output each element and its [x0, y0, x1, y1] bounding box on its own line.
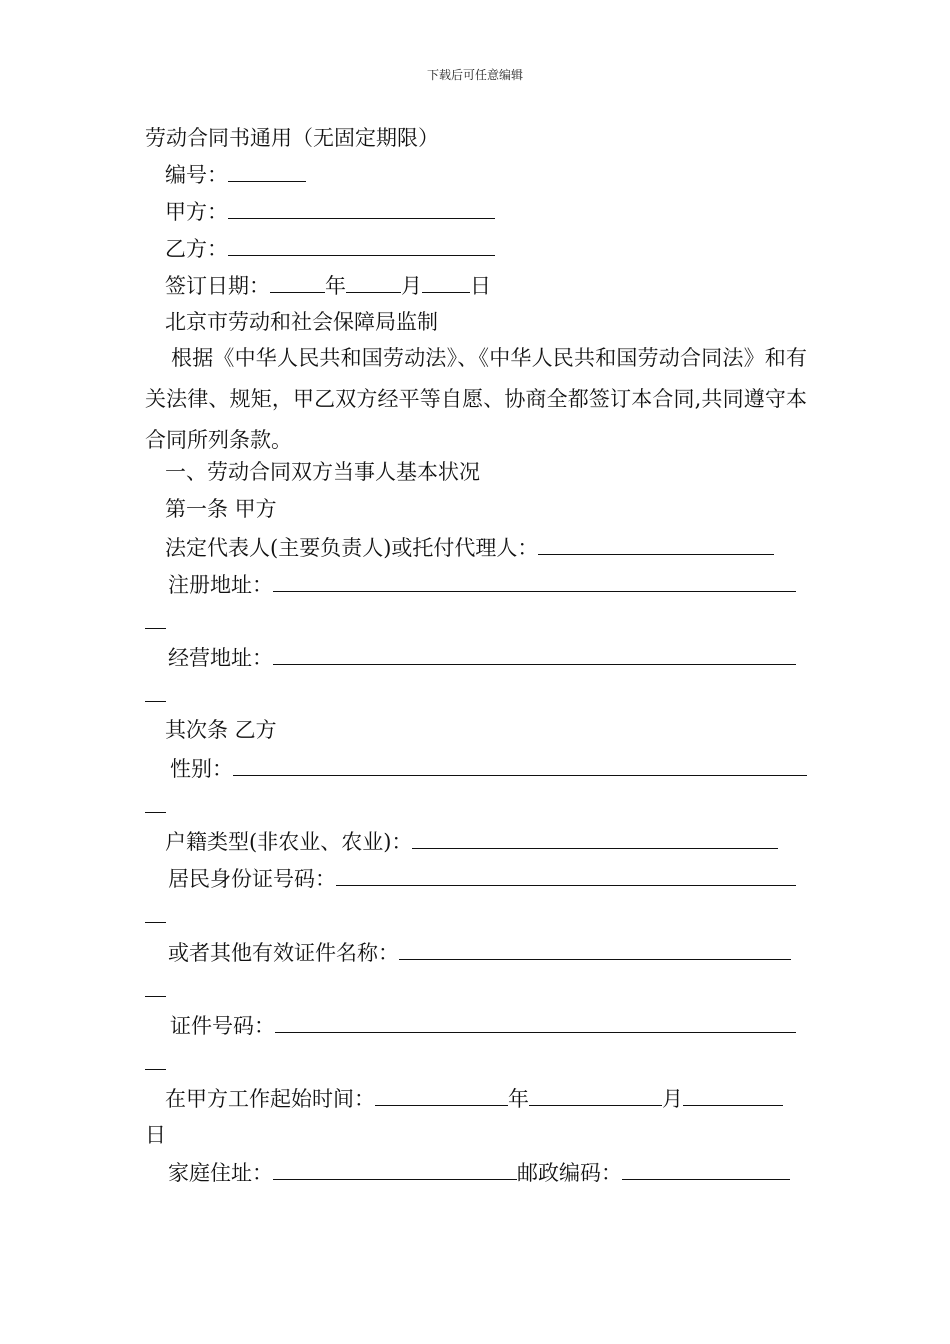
- legal-rep-label: 法定代表人(主要负责人)或托付代理人：: [165, 536, 539, 560]
- cert-number-row: [170, 1012, 796, 1038]
- cert-number-field[interactable]: [275, 1012, 796, 1033]
- other-id-label: 或者其他有效证件名称：: [168, 941, 399, 965]
- other-id-field[interactable]: [399, 939, 791, 960]
- party-b-label: 乙方：: [165, 237, 228, 261]
- gender-label: 性别：: [170, 757, 233, 781]
- start-month-label: 月: [662, 1087, 683, 1111]
- home-address-field[interactable]: [273, 1159, 517, 1180]
- party-a-field[interactable]: [228, 198, 495, 219]
- id-number-field-cont: [145, 902, 166, 928]
- biz-address-field-cont: [145, 681, 166, 707]
- reg-address-row: [168, 571, 796, 597]
- article-2-heading: 其次条 乙方: [165, 718, 277, 742]
- gender-field-cont: [145, 792, 166, 818]
- hukou-field[interactable]: [412, 828, 778, 849]
- document-title: 劳动合同书通用（无固定期限）: [145, 126, 439, 150]
- home-address-row: [168, 1159, 790, 1185]
- start-month-field[interactable]: [529, 1085, 662, 1106]
- hukou-label: 户籍类型(非农业、农业)：: [165, 830, 413, 854]
- reg-address-field[interactable]: [273, 571, 796, 592]
- sign-date-row: [165, 272, 491, 298]
- header-note: 下载后可任意编辑: [426, 68, 523, 82]
- party-a-label: 甲方：: [165, 200, 228, 224]
- start-year-field[interactable]: [375, 1085, 508, 1106]
- year-label: 年: [325, 274, 346, 298]
- day-label: 日: [470, 274, 491, 298]
- cert-number-field-cont: [145, 1049, 166, 1075]
- biz-address-label: 经营地址：: [168, 646, 273, 670]
- party-b-field[interactable]: [228, 235, 495, 256]
- party-b-row: [165, 235, 495, 261]
- month-label: 月: [401, 274, 422, 298]
- id-number-label: 居民身份证号码：: [168, 867, 336, 891]
- sign-date-label: 签订日期：: [165, 274, 270, 298]
- legal-rep-row: [165, 534, 774, 560]
- preamble-paragraph: 根据《中华人民共和国劳动法》、《中华人民共和国劳动合同法》和有关法律、规矩，甲乙双方经平等自愿、协商全都签订本合同,共同遵守本合同所列条款。: [145, 346, 807, 452]
- id-number-row: [168, 865, 796, 891]
- id-number-field[interactable]: [336, 865, 796, 886]
- gender-field[interactable]: [233, 755, 807, 776]
- biz-address-row: [168, 644, 796, 670]
- start-time-row: [165, 1085, 783, 1111]
- hukou-row: [165, 828, 778, 854]
- supervisor-line: 北京市劳动和社会保障局监制: [165, 310, 438, 334]
- article-1-heading: 第一条 甲方: [165, 497, 277, 521]
- contract-number-row: [165, 161, 306, 187]
- biz-address-field[interactable]: [273, 644, 796, 665]
- reg-address-field-cont: [145, 608, 166, 634]
- start-time-label: 在甲方工作起始时间：: [165, 1087, 375, 1111]
- gender-row: [170, 755, 807, 781]
- other-id-field-cont: [145, 976, 166, 1002]
- postal-code-label: 邮政编码：: [517, 1161, 622, 1185]
- other-id-row: [168, 939, 791, 965]
- home-address-label: 家庭住址：: [168, 1161, 273, 1185]
- start-year-label: 年: [508, 1087, 529, 1111]
- start-day-label: 日: [145, 1123, 166, 1147]
- cert-number-label: 证件号码：: [170, 1014, 275, 1038]
- section-1-heading: 一、劳动合同双方当事人基本状况: [165, 460, 480, 484]
- legal-rep-field[interactable]: [538, 534, 774, 555]
- reg-address-label: 注册地址：: [168, 573, 273, 597]
- contract-number-label: 编号：: [165, 163, 228, 187]
- party-a-row: [165, 198, 495, 224]
- sign-year-field[interactable]: [270, 272, 325, 293]
- contract-number-field[interactable]: [228, 161, 306, 182]
- sign-day-field[interactable]: [422, 272, 470, 293]
- start-day-field[interactable]: [683, 1085, 783, 1106]
- postal-code-field[interactable]: [622, 1159, 790, 1180]
- sign-month-field[interactable]: [346, 272, 401, 293]
